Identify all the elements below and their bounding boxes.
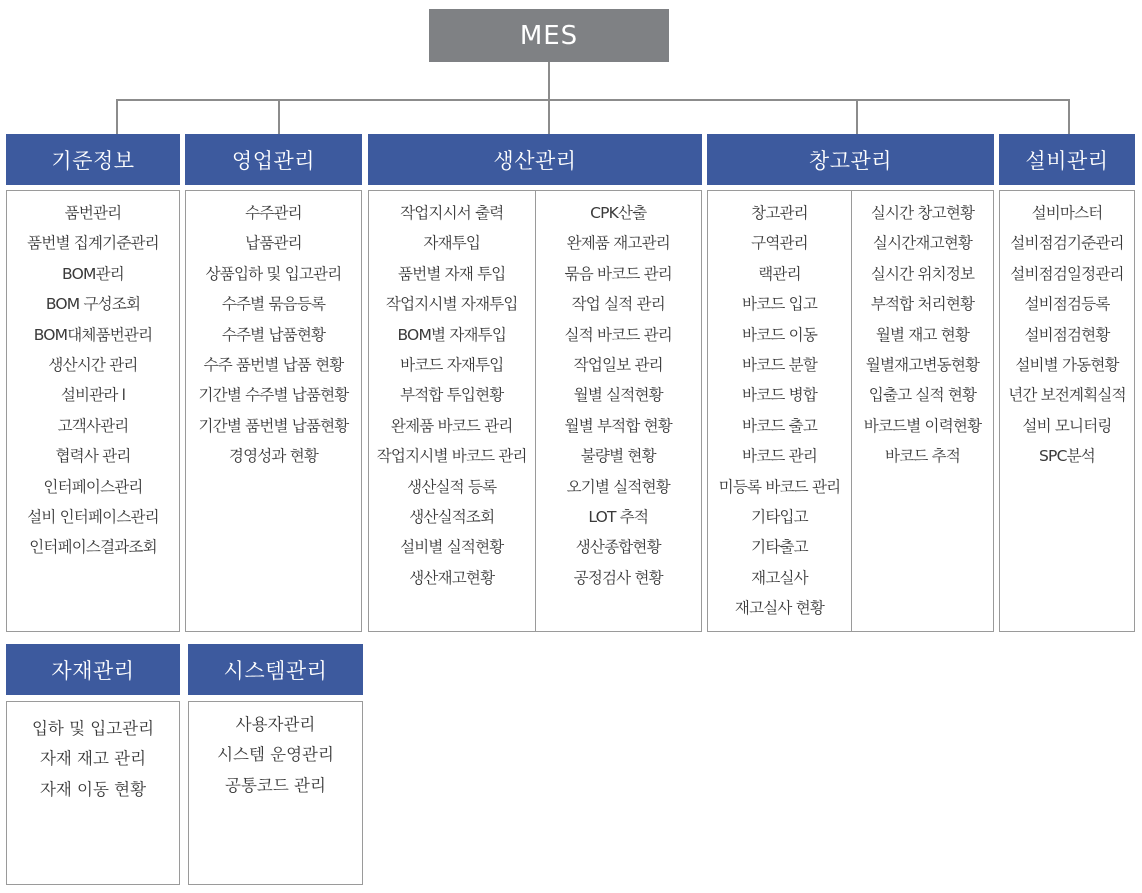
root-node [429,9,669,62]
list-item: 실적 바코드 관리 [564,325,672,344]
list-item: 인터페이스결과조회 [29,538,157,557]
list-item: 랙관리 [758,264,801,283]
category-4-column-1 [708,191,851,631]
list-item: 생산실적조회 [409,507,495,526]
list-item: SPC분석 [1039,447,1095,466]
connector-root-down [548,62,550,100]
category-header-5 [999,134,1135,185]
list-item: 바코드별 이력현황 [863,416,982,435]
category-title-7: 시스템관리 [223,658,328,683]
list-item: 사용자관리 [235,715,316,734]
category-title-6: 자재관리 [51,658,135,683]
connector-drop-5 [1068,99,1070,134]
category-panel-4 [707,190,994,632]
category-panel-1 [6,190,180,632]
list-item: 경영성과 현황 [228,447,319,466]
list-item: LOT 추적 [588,507,649,526]
list-item: 생산재고현황 [409,568,495,587]
category-title-2: 영업관리 [231,148,316,173]
category-2-column-1 [186,191,361,631]
list-item: 재고실사 현황 [734,599,825,618]
list-item: 실시간재고현황 [872,234,973,253]
list-item: 월별 재고 현황 [875,325,970,344]
list-item: 설비 모니터링 [1022,416,1112,435]
list-item: 바코드 추적 [885,447,960,466]
connector-drop-3 [548,99,550,134]
connector-horizontal [116,99,1070,101]
list-item: 바코드 자재투입 [400,355,504,374]
connector-drop-4 [856,99,858,134]
list-item: 완제품 바코드 관리 [390,416,513,435]
list-item: 기간별 수주별 납품현황 [198,386,349,405]
category-header-2 [185,134,362,185]
list-item: 설비별 실적현황 [400,538,504,557]
category-header-7 [188,644,363,695]
list-item: 바코드 분할 [742,355,817,374]
list-item: 설비점검현황 [1024,325,1110,344]
category-6-column-1 [7,702,179,884]
list-item: 설비마스터 [1031,204,1103,222]
category-title-3: 생산관리 [493,148,577,173]
list-item: 작업일보 관리 [573,355,663,374]
category-header-4 [707,134,994,185]
category-1-column-1 [7,191,179,631]
category-header-6 [6,644,180,695]
list-item: 기타출고 [751,538,808,557]
list-item: 생산실적 등록 [407,477,497,496]
list-item: 납품관리 [245,234,302,253]
list-item: 설비점검기준관리 [1010,234,1124,253]
category-panel-7 [188,701,363,885]
list-item: 설비점검일정관리 [1010,264,1124,283]
list-item: 입하 및 입고관리 [31,719,155,738]
list-item: 바코드 관리 [742,447,817,466]
category-panel-3 [368,190,702,632]
list-item: 공정검사 현황 [573,568,663,587]
list-item: 바코드 입고 [742,295,817,314]
list-item: 자재 재고 관리 [39,749,147,769]
list-item: 바코드 병합 [742,386,817,405]
list-item: CPK산출 [590,204,647,222]
list-item: 작업지시서 출력 [400,204,504,222]
category-title-5: 설비관리 [1025,148,1109,173]
list-item: 실시간 위치정보 [870,264,975,283]
list-item: 오기별 실적현황 [566,477,670,496]
list-item: BOM대체품번관리 [33,325,153,344]
list-item: 실시간 창고현황 [870,204,975,222]
category-header-1 [6,134,180,185]
list-item: 기타입고 [751,507,808,526]
list-item: 설비관라 l [60,386,126,405]
list-item: 공통코드 관리 [225,775,326,795]
list-item: 묶음 바코드 관리 [564,264,672,283]
category-3-column-1 [369,191,535,631]
list-item: 자재 이동 현황 [39,779,147,799]
connector-drop-1 [116,99,118,134]
list-item: 품번별 자재 투입 [398,264,506,283]
list-item: 부적합 투입현황 [400,386,504,405]
list-item: 설비 인터페이스관리 [27,507,159,526]
list-item: 고객사관리 [57,416,129,435]
list-item: 수주별 납품현황 [221,325,326,344]
category-5-column-1 [1000,191,1134,631]
list-item: 미등록 바코드 관리 [718,477,841,496]
list-item: 완제품 재고관리 [566,234,670,253]
list-item: 구역관리 [751,234,808,253]
list-item: 월별 실적현황 [573,386,663,405]
category-4-column-2 [851,191,993,631]
list-item: 품번별 집계기준관리 [27,234,159,253]
list-item: 기간별 품번별 납품현황 [198,416,349,435]
list-item: 생산종합현황 [575,538,661,557]
list-item: 작업지시별 바코드 관리 [376,447,527,466]
list-item: 생산시간 관리 [48,355,138,374]
list-item: 작업 실적 관리 [571,295,665,314]
list-item: 입출고 실적 현황 [868,386,977,405]
list-item: 월별재고변동현황 [865,355,980,374]
list-item: 인터페이스관리 [43,477,143,496]
list-item: 협력사 관리 [55,447,131,466]
list-item: 시스템 운영관리 [217,745,334,765]
list-item: 작업지시별 자재투입 [385,295,518,314]
category-panel-6 [6,701,180,885]
list-item: 바코드 이동 [742,325,817,344]
category-title-1: 기준정보 [51,148,135,173]
list-item: 부적합 처리현황 [870,295,975,314]
category-3-column-2 [535,191,702,631]
category-7-column-1 [189,702,362,884]
category-panel-5 [999,190,1135,632]
list-item: 수주별 묶음등록 [221,295,326,314]
list-item: BOM관리 [62,264,124,283]
list-item: 월별 부적합 현황 [564,416,672,435]
list-item: 상품입하 및 입고관리 [205,264,342,283]
connector-drop-2 [278,99,280,134]
category-panel-2 [185,190,362,632]
list-item: 설비점검등록 [1024,295,1110,314]
category-header-3 [368,134,702,185]
list-item: BOM 구성조회 [45,295,141,314]
list-item: 년간 보전계획실적 [1008,386,1126,405]
list-item: 자재투입 [423,234,481,253]
list-item: 설비별 가동현황 [1015,355,1119,374]
list-item: 창고관리 [751,204,808,222]
category-title-4: 창고관리 [808,148,893,173]
list-item: 재고실사 [751,568,808,587]
list-item: 수주관리 [245,204,302,222]
root-label: MES [519,20,579,51]
list-item: 바코드 출고 [742,416,817,435]
list-item: 불량별 현황 [580,447,656,466]
list-item: 수주 품번별 납품 현황 [203,355,344,374]
list-item: 품번관리 [64,204,122,222]
list-item: BOM별 자재투입 [397,325,507,344]
